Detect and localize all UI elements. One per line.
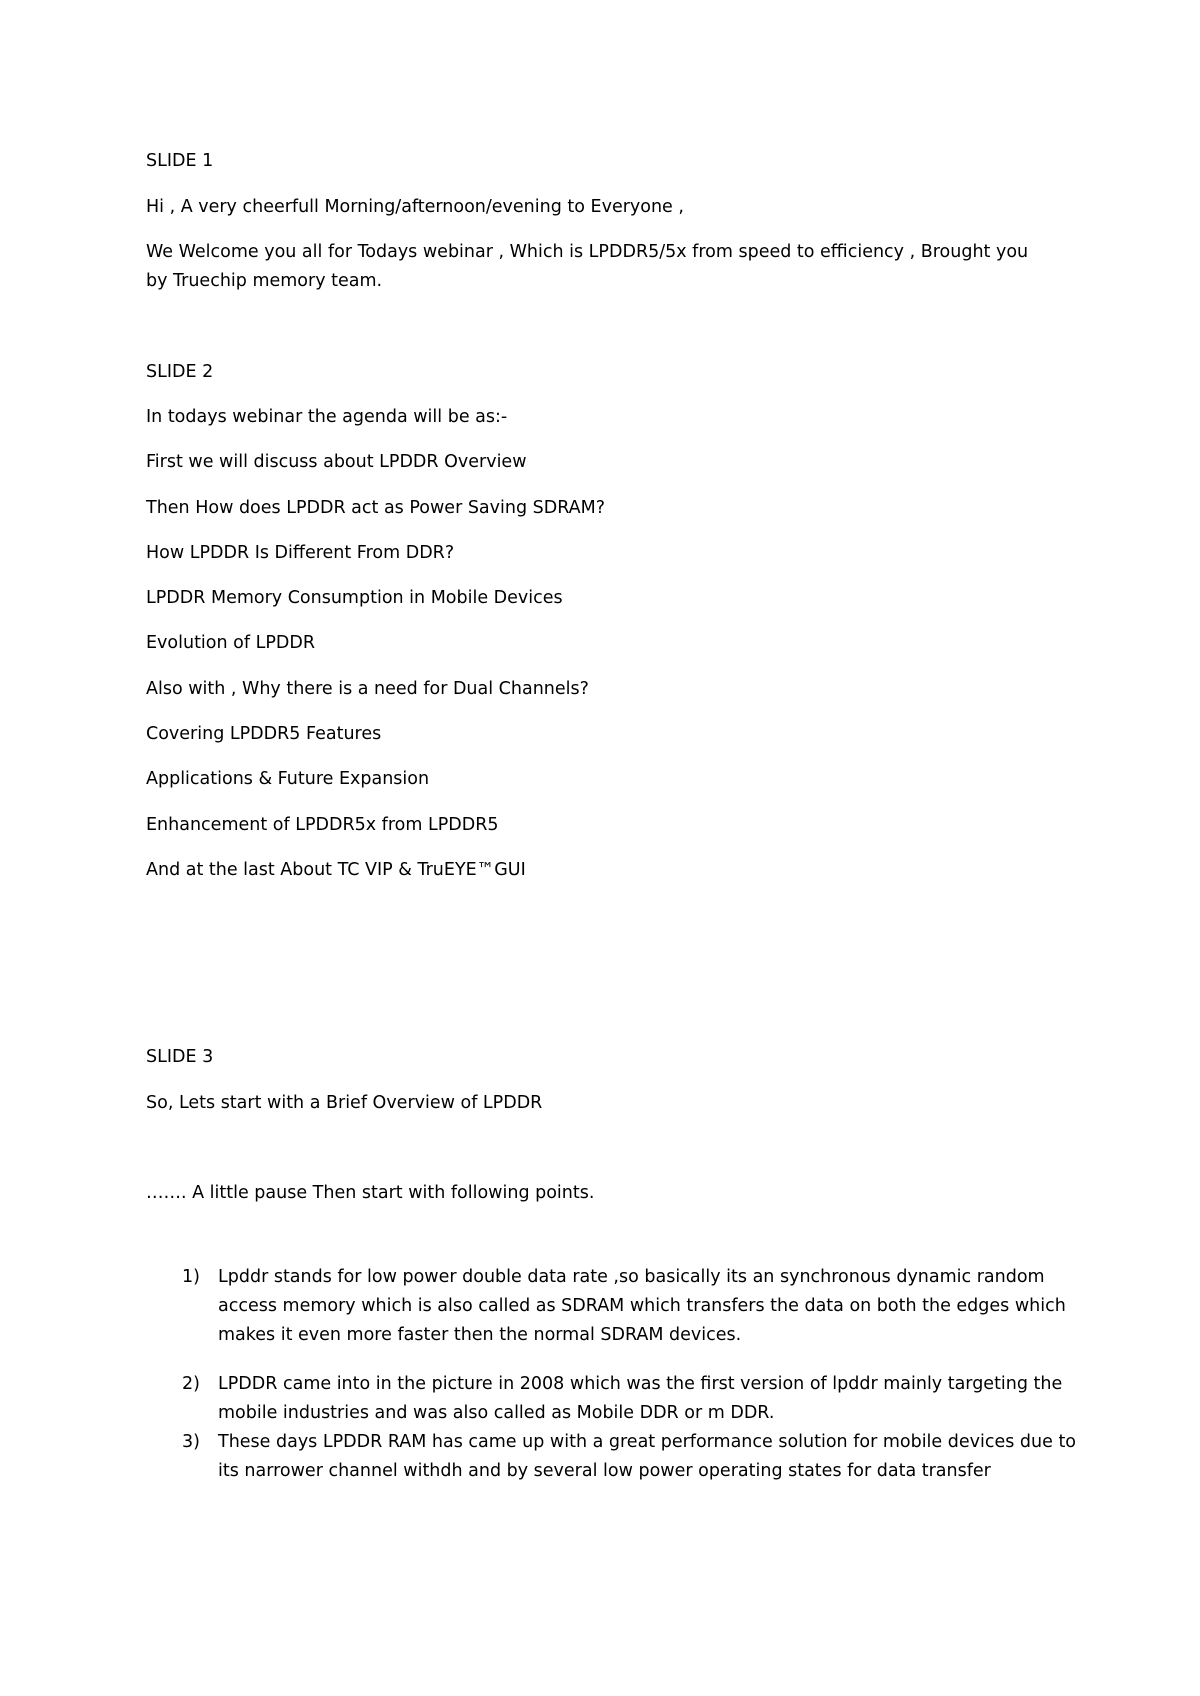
list-item-text: Lpddr stands for low power double data rate ,so basically its an synchronous dynamic random access memory which is also called as SDRAM which transfers the data on both the edges which makes it even more faster then the normal SDRAM devices. (218, 1267, 1066, 1345)
agenda-item: How LPDDR Is Different From DDR? (146, 543, 455, 563)
agenda-item: Also with , Why there is a need for Dual Channels? (146, 679, 589, 699)
slide-2-heading: SLIDE 2 (146, 362, 214, 382)
slide-3-pause-note: ……. A little pause Then start with following points. (146, 1183, 595, 1203)
list-item-number: 3) (182, 1432, 200, 1452)
agenda-item: Evolution of LPDDR (146, 633, 316, 653)
list-item-text: LPDDR came into in the picture in 2008 which was the first version of lpddr mainly targeting the mobile industries and was also called as Mobile DDR or m DDR. (218, 1374, 1063, 1423)
slide-1-welcome-line-1: We Welcome you all for Todays webinar , Which is LPDDR5/5x from speed to efficiency , Brought you (146, 242, 1029, 262)
slide-3-intro: So, Lets start with a Brief Overview of LPDDR (146, 1093, 543, 1113)
agenda-item: Applications & Future Expansion (146, 769, 430, 789)
agenda-item: First we will discuss about LPDDR Overview (146, 452, 527, 472)
slide-3-heading: SLIDE 3 (146, 1047, 214, 1067)
list-item-number: 1) (182, 1267, 200, 1287)
agenda-item: Then How does LPDDR act as Power Saving SDRAM? (146, 498, 606, 518)
slide-1-greeting: Hi , A very cheerfull Morning/afternoon/evening to Everyone , (146, 197, 684, 217)
list-item-text: These days LPDDR RAM has came up with a great performance solution for mobile devices due to its narrower channel withdh and by several low power operating states for data transfer (218, 1432, 1077, 1481)
agenda-item: Enhancement of LPDDR5x from LPDDR5 (146, 815, 499, 835)
agenda-item: Covering LPDDR5 Features (146, 724, 382, 744)
list-item-number: 2) (182, 1374, 200, 1394)
agenda-item: LPDDR Memory Consumption in Mobile Devices (146, 588, 563, 608)
slide-1-heading: SLIDE 1 (146, 151, 214, 171)
agenda-item: And at the last About TC VIP & TruEYE™GUI (146, 860, 526, 880)
slide-1-welcome-line-2: by Truechip memory team. (146, 271, 383, 291)
slide-2-intro: In todays webinar the agenda will be as:- (146, 407, 508, 427)
